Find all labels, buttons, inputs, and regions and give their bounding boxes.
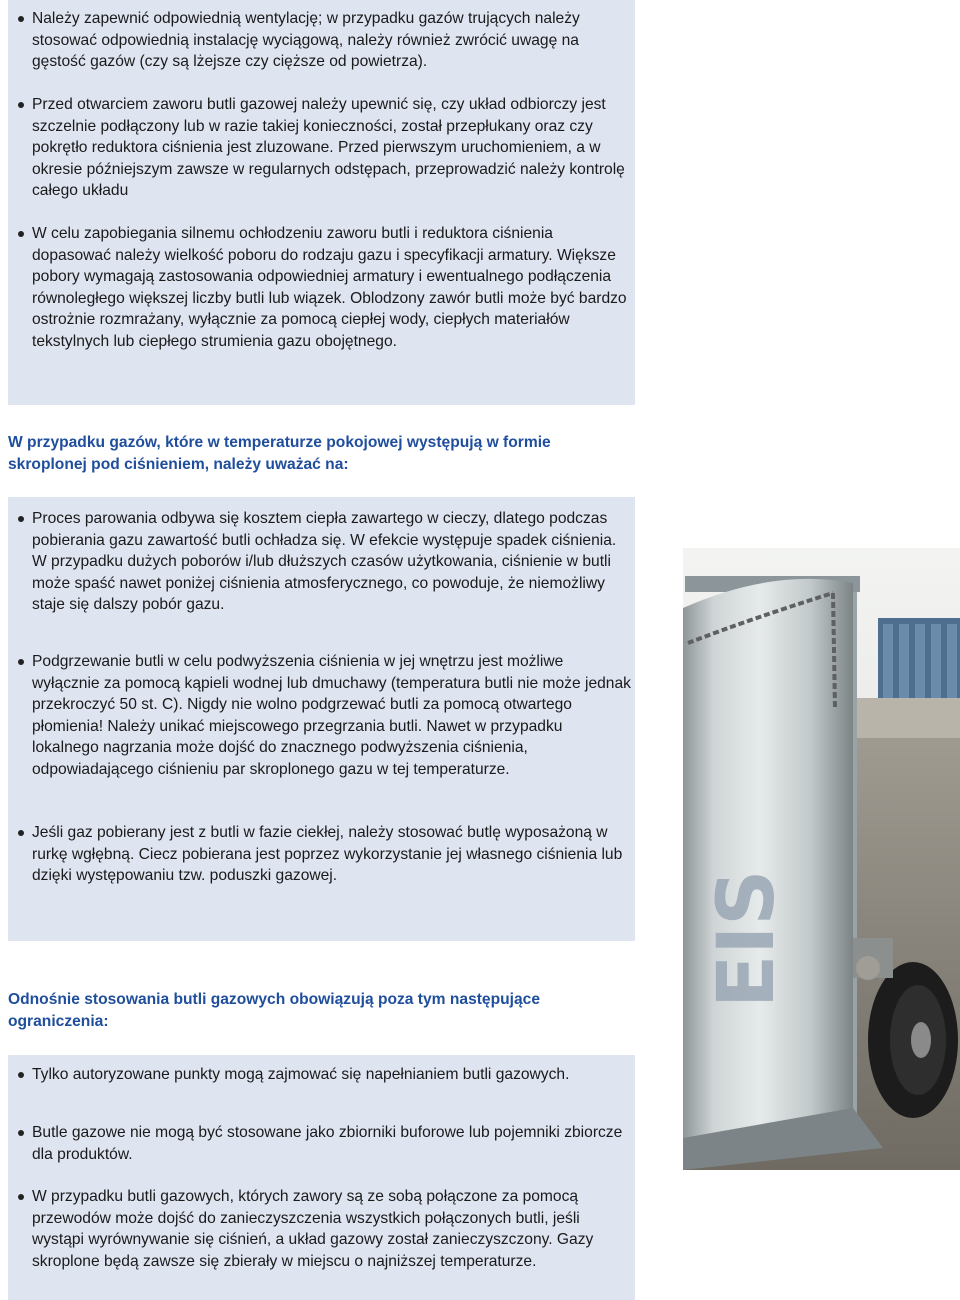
bullet-dot-icon <box>18 1072 24 1078</box>
list-item: Tylko autoryzowane punkty mogą zajmować się napełnianiem butli gazowych. <box>32 1066 570 1083</box>
list-item: Przed otwarciem zaworu butli gazowej należy upewnić się, czy układ odbiorczy jest szczelnie podłączony lub w razie takiej konieczności, został przepłukany oraz czy pokrętło reduktora ciśnienia jest zluzowane. Przed pierwszym uruchomieniem, a w okresie późniejszym zawsze w regularnych odstępach, przeprowadzić należy kontrolę całego układu <box>32 96 625 199</box>
safety-panel-3 <box>8 1055 635 1300</box>
bullet-dot-icon <box>18 1194 24 1200</box>
list-item: Podgrzewanie butli w celu podwyższenia ciśnienia w jej wnętrzu jest możliwe wyłącznie za pomocą kąpieli wodnej lub dmuchawy (temperatura butli nie może jednak przekroczyć 50 st. C). Nigdy nie wolno podgrzewać butli za pomocą otwartego płomienia! Należy unikać miejscowego przegrzania butli. Nawet w przypadku lokalnego nagrzania może dojść do znacznego podwyższenia ciśnienia, odpowiadającego ciśnieniu par skroplonego gazu w tej temperaturze. <box>32 653 631 778</box>
list-item: Należy zapewnić odpowiednią wentylację; w przypadku gazów trujących należy stosować odpowiednią instalację wyciągową, należy również zwrócić uwagę na gęstość gazów (czy są lżejsze czy cięższe od powietrza). <box>32 10 580 70</box>
list-item: Jeśli gaz pobierany jest z butli w fazie ciekłej, należy stosować butlę wyposażoną w rurkę wgłębną. Ciecz pobierana jest poprzez wykorzystanie jej własnego ciśnienia lub dzięki występowaniu tzw. poduszki gazowej. <box>32 824 623 884</box>
bullet-dot-icon <box>18 102 24 108</box>
bullet-dot-icon <box>18 830 24 836</box>
gas-cylinder-photo <box>683 548 960 1170</box>
bullet-dot-icon <box>18 516 24 522</box>
bullet-dot-icon <box>18 1130 24 1136</box>
bullet-dot-icon <box>18 659 24 665</box>
section-heading-restrictions: Odnośnie stosowania butli gazowych obowiązują poza tym następujące ograniczenia: <box>8 991 541 1030</box>
list-item: Butle gazowe nie mogą być stosowane jako zbiorniki buforowe lub pojemniki zbiorcze dla produktów. <box>32 1124 623 1163</box>
list-item: W przypadku butli gazowych, których zawory są ze sobą połączone za pomocą przewodów może dojść do zanieczyszczenia wszystkich połączonych butli, jeśli wystąpi wyrównywanie się ciśnień, a układ gazowy został zanieczyszczony. Gazy skroplone będą zawsze się zbierały w miejscu o najniższej temperaturze. <box>32 1188 594 1270</box>
list-item: Proces parowania odbywa się kosztem ciepła zawartego w cieczy, dlatego podczas pobierania gazu zawartość butli ochładza się. W efekcie występuje spadek ciśnienia. W przypadku dużych poborów i/lub dłuższych czasów użytkowania, ciśnienie w butli może spaść nawet poniżej ciśnienia atmosferycznego, co powoduje, że niemożliwy staje się dalszy pobór gazu. <box>32 510 617 613</box>
bullet-dot-icon <box>18 16 24 22</box>
section-heading-liquefied-gases: W przypadku gazów, które w temperaturze pokojowej występują w formie skroplonej pod ciśnieniem, należy uważać na: <box>8 434 551 473</box>
safety-panel-1 <box>8 0 635 405</box>
list-item: W celu zapobiegania silnemu ochłodzeniu zaworu butli i reduktora ciśnienia dopasować należy wielkość poboru do rodzaju gazu i specyfikacji armatury. Większe pobory wymagają zastosowania odpowiedniej armatury i ewentualnego podłączenia równoległego większej liczby butli lub wiązek. Oblodzony zawór butli może być bardzo ostrożnie rozmrażany, wyłącznie za pomocą ciepłej wody, ciepłych materiałów tekstylnych lub ciepłego strumienia gazu obojętnego. <box>32 225 627 350</box>
svg-text:EIS: EIS <box>702 869 792 1008</box>
bullet-dot-icon <box>18 231 24 237</box>
safety-panel-2 <box>8 497 635 941</box>
